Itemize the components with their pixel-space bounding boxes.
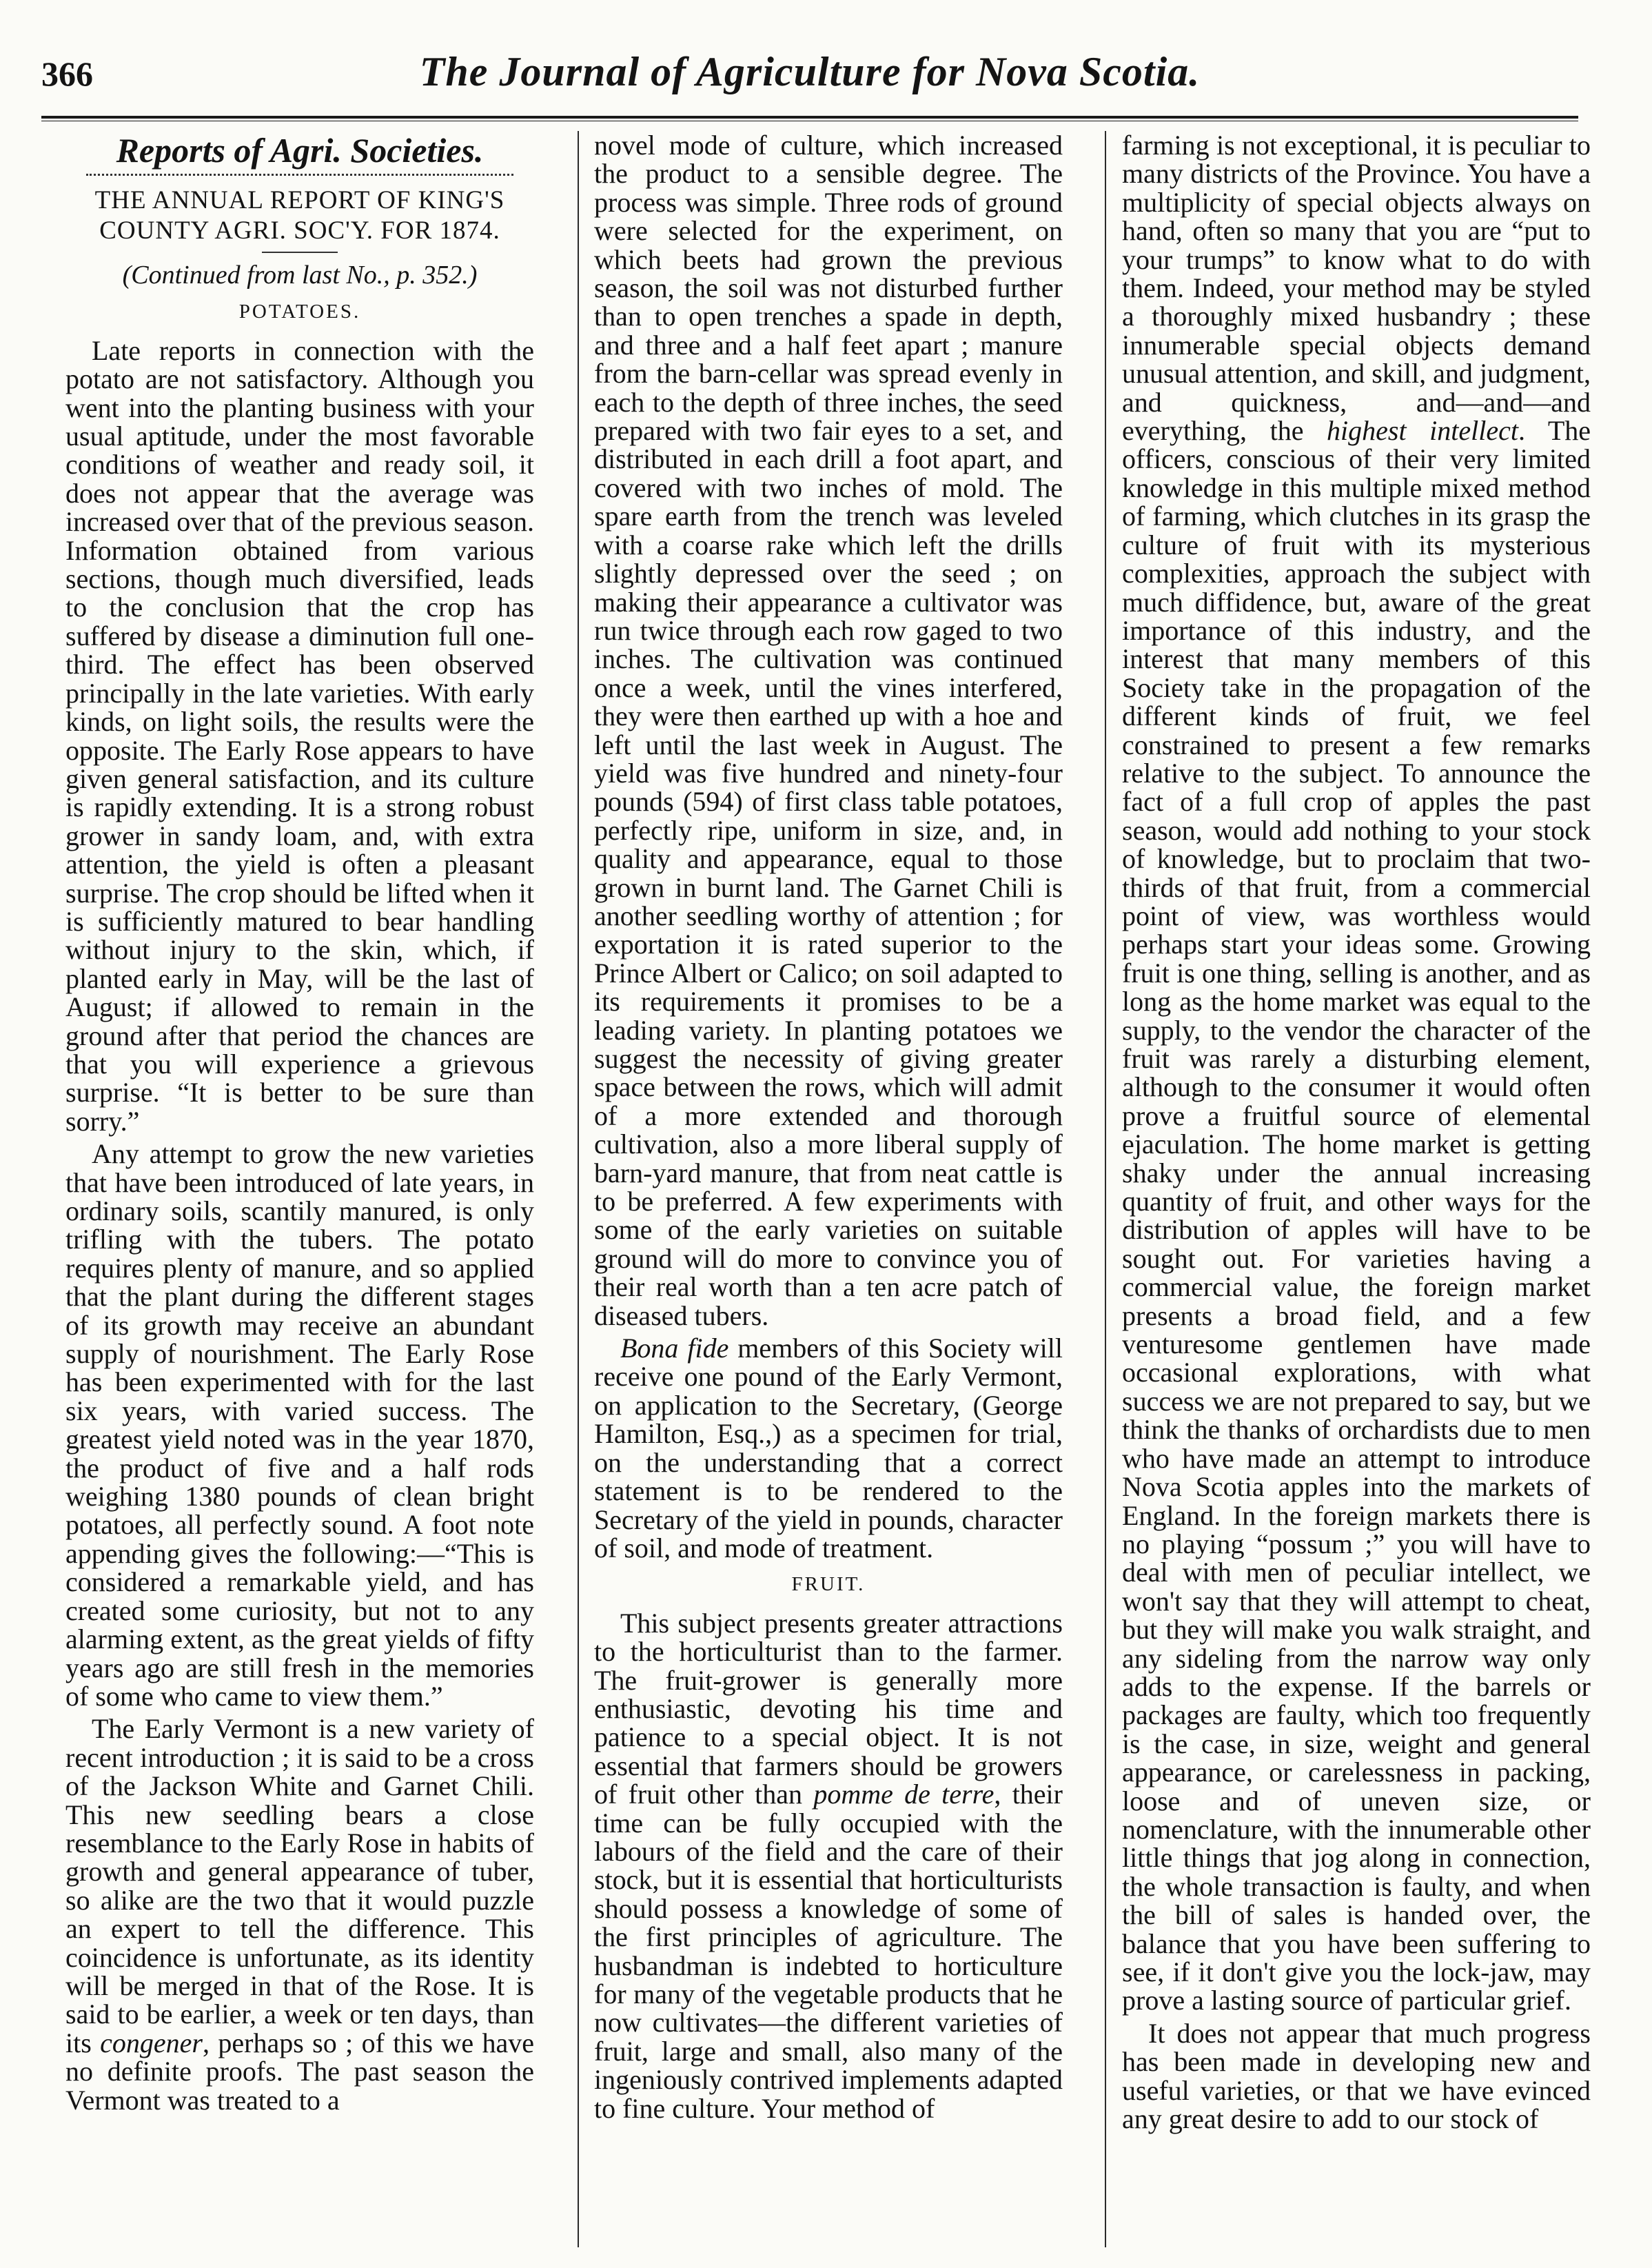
continued-note: (Continued from last No., p. 352.): [122, 261, 478, 290]
paragraph: It does not appear that much progress has been made in developing new and useful varieties, or that we have evinced any great desire to add to our stock of: [1122, 2017, 1591, 2135]
text-run: members of this Society will receive one pound of the Early Vermont, on application to the Secretary, (George Hamilton, Esq.,) as a specimen for trial, on the understanding that a correct statement is to be rendered to the Secretary of the yield in pounds, character of soil, and mode of treatment.: [594, 1333, 1063, 1563]
text-run: The Early Vermont is a new variety of recent introduction ; it is said to be a cross of the Jackson White and Garnet Chili. This new seedling bears a close resemblance to the Early Rose in habits of growth and general appearance of tuber, so alike are the two that it would puzzle an expert to tell the difference. This coincidence is unfortunate, as its identity will be merged in that of the Rose. It is said to be earlier, a week or ten days, than its: [65, 1713, 534, 2058]
paragraph: [594, 1609, 1063, 2123]
ornamental-rule: [86, 174, 513, 176]
text-run: , their time can be fully occupied with the labours of the field and the care of their stock, but it is essential that horticulturists should possess a knowledge of some of the first principles of agriculture. The husbandman is indebted to horticulture for many of the vegetable products that he now cultivates—the different varieties of fruit, large and small, also many of the ingeniously contrived implements adapted to fine culture. Your method of: [594, 1779, 1063, 2124]
column-2: [594, 131, 1063, 2240]
italic-text: Bona fide: [620, 1333, 729, 1364]
italic-text: congener: [100, 2027, 203, 2058]
text-run: , perhaps so ; of this we have no definite proofs. The past season the Vermont was treated to a: [65, 2027, 534, 2116]
page-number: 366: [41, 54, 93, 93]
paragraph: [594, 1334, 1063, 1562]
paragraph: novel mode of culture, which increased the product to a sensible degree. The process was simple. Three rods of ground were selected for the experiment, on which beets had grown the previous season, the soil was not disturbed further than to open trenches a spade in depth, and three and a half feet apart ; manure from the barn-cellar was spread evenly in each to the depth of three inches, the seed prepared with two fair eyes to a set, and distributed in each drill a foot apart, and covered with two inches of mold. The spare earth from the trench was leveled with a coarse rake which left the drills slightly depressed over the seed ; on making their appearance a cultivator was run twice through each row gaged to two inches. The cultivation was continued once a week, until the vines interfered, they were then earthed up with a hoe and left until the last week in August. The yield was five hundred and ninety-four pounds (594) of first class table potatoes, perfectly ripe, uniform in size, and, in quality and appearance, equal to those grown in burnt land. The Garnet Chili is another seedling worthy of attention ; for exportation it is rated superior to the Prince Albert or Calico; on soil adapted to its requirements it promises to be a leading variety. In planting potatoes we suggest the necessity of giving greater space between the rows, which will admit of a more extended and thorough cultivation, also a more liberal supply of barn-yard manure, that from neat cattle is to be preferred. A few experiments with some of the early varieties on suitable ground will do more to convince you of their real worth than a ten acre patch of diseased tubers.: [594, 131, 1063, 1331]
journal-title: The Journal of Agriculture for Nova Scotia.: [419, 49, 1201, 94]
text-run: This subject presents greater attractions to the horticulturist than to the farmer. The fruit-grower is generally more enthusiastic, devoting his time and patience to a special object. It is not essential that farmers should be growers of fruit other than: [594, 1607, 1063, 1810]
short-rule: [262, 252, 338, 253]
column-3: [1122, 131, 1591, 2240]
page-header: [41, 48, 1578, 103]
paragraph: [65, 1714, 534, 2114]
italic-text: highest intellect: [1327, 415, 1518, 447]
column-1: [65, 131, 534, 2240]
report-title: THE ANNUAL REPORT OF KING'S COUNTY AGRI. SOC'Y. FOR 1874.: [94, 186, 505, 245]
column-divider: [1105, 131, 1106, 2247]
paragraph: Any attempt to grow the new varieties that have been introduced of late years, in ordinary soils, scantily manured, is only trifling with the tubers. The potato requires plenty of manure, and so applied that the plant during the different stages of its growth may receive an abundant supply of nourishment. The Early Rose has been experimented with for the last six years, with varied success. The greatest yield noted was in the year 1870, the product of five and a half rods weighing 1380 pounds of clean bright potatoes, all perfectly sound. A foot note appending gives the following:—“This is considered a remarkable yield, and has created some curiosity, but not to any alarming extent, as the great yields of fifty years ago are still fresh in the memories of some who came to view them.”: [65, 1138, 534, 1712]
header-rule: [41, 116, 1578, 121]
section-title-fruit: FRUIT.: [791, 1573, 866, 1596]
column-divider: [578, 131, 579, 2247]
section-title-potatoes: POTATOES.: [238, 301, 361, 323]
paragraph: Late reports in connection with the potato are not satisfactory. Although you went into the planting business with your usual aptitude, under the most favorable conditions of weather and ready soil, it does not appear that the average was increased over that of the previous season. Information obtained from various sections, though much diversified, leads to the conclusion that the crop has suffered by disease a diminution full one-third. The effect has been observed principally in the late varieties. With early kinds, on light soils, the results were the opposite. The Early Rose appears to have given general satisfaction, and its culture is rapidly extending. It is a strong robust grower in sandy loam, and, with extra attention, the yield is often a pleasant surprise. The crop should be lifted when it is sufficiently matured to bear handling without injury to the skin, which, if planted early in May, will be the last of August; if allowed to remain in the ground after that period the chances are that you will experience a grievous surprise. “It is better to be sure than sorry.”: [65, 334, 534, 1137]
paragraph: [1122, 131, 1591, 2015]
text-run: farming is not exceptional, it is peculiar to many districts of the Province. You have a multiplicity of special objects always on hand, often so many that you are “put to your trumps” to know what to do with them. Indeed, your method may be styled a thoroughly mixed husbandry ; these innumerable special objects demand unusual attention, and skill, and judgment, and quickness, and—and—and everything, the: [1122, 131, 1591, 447]
text-run: . The officers, conscious of their very limited knowledge in this multiple mixed method of farming, which clutches in its grasp the culture of fruit with its mysterious complexities, approach the subject with much diffidence, but, aware of the great importance of this industry, and the interest that many members of this Society take in the propagation of the different kinds of fruit, we feel constrained to present a few remarks relative to the subject. To announce the fact of a full crop of apples the past season, would add nothing to your stock of knowledge, but to proclaim that two-thirds of that fruit, from a commercial point of view, was worthless would perhaps start your ideas some. Growing fruit is one thing, selling is another, and as long as the home market was equal to the supply, to the vendor the character of the fruit was rarely a disturbing element, although to the consumer it would often prove a fruitful source of elemental ejaculation. The home market is getting shaky under the annual increasing quantity of fruit, and other ways for the distribution of apples will have to be sought out. For varieties having a commercial value, the foreign market presents a broad field, and a few venturesome gentlemen have made occasional explorations, with what success we are not prepared to say, but we think the thanks of orchardists due to men who have made an attempt to introduce Nova Scotia apples into the markets of England. In the foreign markets there is no playing “possum ;” you will have to deal with men of peculiar intellect, we won't say that they will attempt to cheat, but they will make you walk straight, and any sideling from the narrow way only adds to the expense. If the barrels or packages are faulty, which too frequently is the case, in size, weight and general appearance, or carelessness in packing, loose and of uneven size, or nomenclature, with the innumerable other little things that jog along in connection, the whole transaction is faulty, and when the bill of sales is handed over, the balance that you have been suffering to see, if it don't give you the lock-jaw, may prove a lasting source of particular grief.: [1122, 415, 1591, 2016]
italic-text: pomme de terre: [813, 1779, 995, 1810]
department-heading: Reports of Agri. Societies.: [116, 131, 484, 170]
